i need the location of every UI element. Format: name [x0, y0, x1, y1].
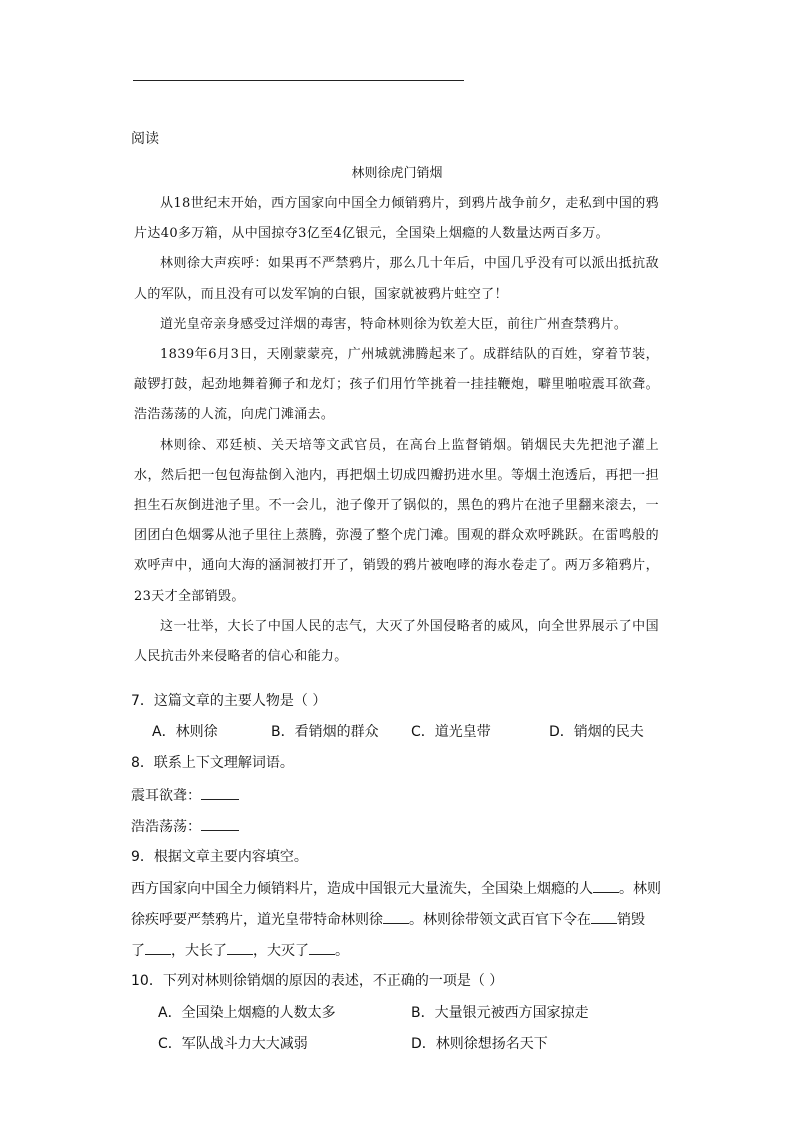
question-10-stem: 10．下列对林则徐销烟的原因的表述，不正确的一项是（ ）: [131, 973, 504, 989]
q8-term-1: 震耳欲聋：: [131, 788, 201, 804]
q7-option-a[interactable]: A．林则徐: [152, 724, 218, 740]
paragraph: 道光皇帝亲身感受过洋烟的毒害，特命林则徐为钦差大臣，前往广州查禁鸦片。: [160, 316, 628, 332]
q10-option-d[interactable]: D．林则徐想扬名天下: [411, 1036, 548, 1052]
question-8-stem: 8．联系上下文理解词语。: [131, 755, 294, 771]
paragraph: 林则徐大声疾呼：如果再不严禁鸦片，那么几十年后，中国几乎没有可以派出抵抗敌人的军队，而且没有可以发军饷的白银，国家就被鸦片蛀空了！: [134, 256, 659, 302]
header-rule: [133, 80, 464, 81]
q10-option-c[interactable]: C．军队战斗力大大减弱: [158, 1036, 308, 1052]
q9-line-1: [131, 878, 661, 899]
q9-text: 。林则徐带领文武百官下令在: [409, 912, 591, 928]
q9-line-3: [131, 940, 349, 961]
answer-blank[interactable]: [201, 785, 239, 800]
answer-blank[interactable]: [593, 878, 619, 893]
q9-text: ，大灭了: [253, 943, 309, 959]
q9-line-2: [131, 909, 645, 930]
answer-blank[interactable]: [383, 909, 409, 924]
section-heading: 阅读: [131, 131, 159, 147]
q9-text: 销毁: [617, 912, 645, 928]
q9-text: 。林则: [619, 881, 661, 897]
q9-text: 西方国家向中国全力倾销料片，造成中国银元大量流失，全国染上烟瘾的人: [131, 881, 593, 897]
answer-blank[interactable]: [145, 940, 171, 955]
answer-blank[interactable]: [309, 940, 335, 955]
paragraph: 1839年6月3日，天刚蒙蒙亮，广州城就沸腾起来了。成群结队的百姓，穿着节装，敲锣打鼓，起劲地舞着狮子和龙灯；孩子们用竹竿挑着一挂挂鞭炮，噼里啪啦震耳欲聋。浩浩荡荡的人流，向虎门滩涌去。: [134, 347, 659, 423]
answer-blank[interactable]: [201, 816, 239, 831]
q7-option-b[interactable]: B．看销烟的群众: [271, 724, 379, 740]
q9-text: ，大长了: [171, 943, 227, 959]
q10-option-b[interactable]: B．大量银元被西方国家掠走: [411, 1005, 589, 1021]
q9-text: 徐疾呼要严禁鸦片，道光皇带特命林则徐: [131, 912, 383, 928]
paragraph: 林则徐、邓廷桢、关天培等文武官员，在高台上监督销烟。销烟民夫先把池子灌上水，然后把一包包海盐倒入池内，再把烟土切成四瓣扔进水里。等烟土泡透后，再把一担担生石灰倒进池子里。不一会儿，池子像开了锅似的，黑色的鸦片在池子里翻来滚去，一团团白色烟雾从池子里往上蒸腾，弥漫了整个虎门滩。围观的群众欢呼跳跃。在雷鸣般的欢呼声中，通向大海的涵洞被打开了，销毁的鸦片被咆哮的海水卷走了。两万多箱鸦片，23天才全部销毁。: [134, 437, 659, 604]
q7-option-c[interactable]: C．道光皇带: [411, 724, 491, 740]
answer-blank[interactable]: [227, 940, 253, 955]
q9-text: 了: [131, 943, 145, 959]
paragraph: 从18世纪末开始，西方国家向中国全力倾销鸦片，到鸦片战争前夕，走私到中国的鸦片达40多万箱，从中国掠夺3亿至4亿银元，全国染上烟瘾的人数量达两百多万。: [134, 196, 659, 242]
q7-option-d[interactable]: D．销烟的民夫: [549, 724, 644, 740]
question-7-stem: 7．这篇文章的主要人物是（ ）: [131, 693, 327, 709]
question-9-stem: 9．根据文章主要内容填空。: [131, 849, 308, 865]
q8-term-2: 浩浩荡荡：: [131, 819, 201, 835]
q9-text: 。: [335, 943, 349, 959]
paragraph: 这一壮举，大长了中国人民的志气，大灭了外国侵略者的威风，向全世界展示了中国人民抗击外来侵略者的信心和能力。: [134, 618, 659, 665]
answer-blank[interactable]: [591, 909, 617, 924]
q10-option-a[interactable]: A．全国染上烟瘾的人数太多: [158, 1005, 336, 1021]
article-title: 林则徐虎门销烟: [351, 166, 443, 181]
article-body: [134, 189, 659, 672]
q8-item-1: [131, 785, 239, 806]
q8-item-2: [131, 816, 239, 837]
